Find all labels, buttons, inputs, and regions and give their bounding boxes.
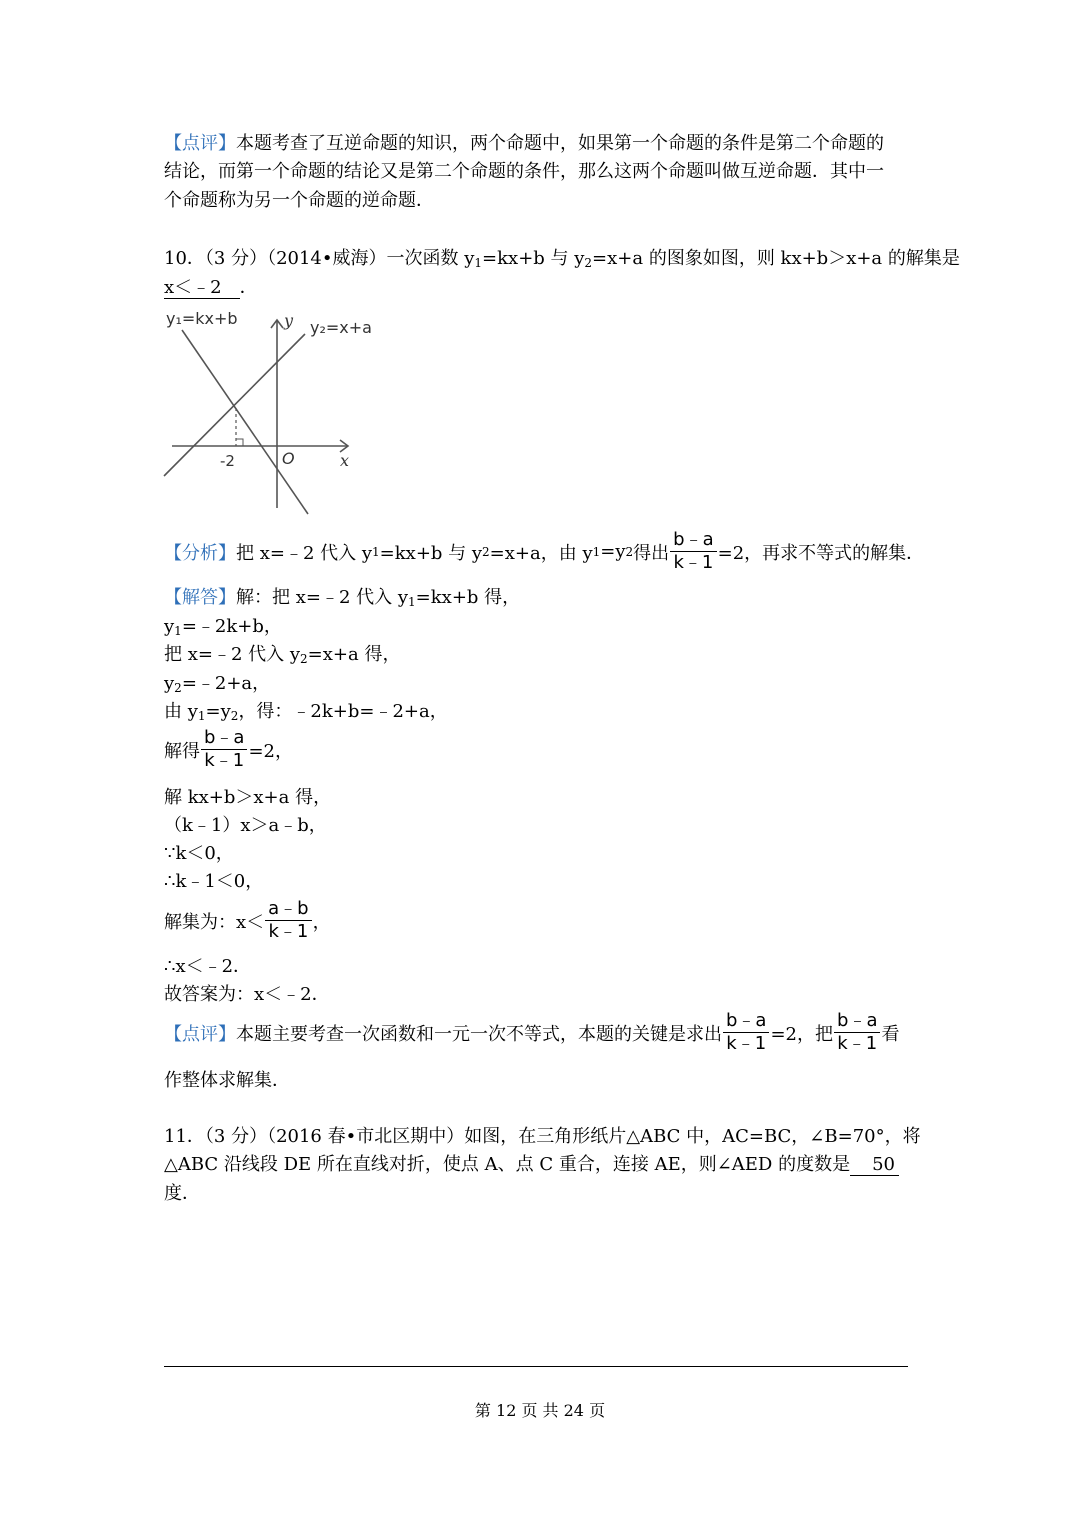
- q10-solution-line1: 【解答】解：把 x=﹣2 代入 $y_1=kx+b$ 得，: [164, 587, 521, 609]
- label-origin: O: [282, 449, 295, 468]
- q9-comment-line2: 结论，而第一个命题的结论又是第二个命题的条件，那么这两个命题叫做互逆命题．其中一: [164, 161, 884, 182]
- label-x-axis: x: [340, 451, 350, 470]
- fraction: $\frac{b﹣a}{k﹣1}$: [723, 1010, 769, 1055]
- fraction: $\frac{b﹣a}{k﹣1}$: [834, 1010, 880, 1055]
- q10-answer: x＜﹣2: [164, 278, 240, 299]
- fraction: $\frac{b﹣a}{k﹣1}$: [201, 727, 247, 772]
- comment-tag: 【点评】: [164, 1023, 236, 1045]
- q10-solution-line10: ∴k﹣1＜0，: [164, 871, 264, 892]
- footer-rule: [164, 1366, 908, 1367]
- q10-solution-line4: $y_2=﹣2+a$，: [164, 673, 271, 695]
- q10-solution-line5: 由 $y_1=y_2$，得：﹣2k+b=﹣2+a，: [164, 701, 448, 723]
- q10-solution-line13: 故答案为：x＜﹣2．: [164, 984, 330, 1005]
- fraction: $\frac{b﹣a}{k﹣1}$: [670, 529, 716, 574]
- q10-solution-line8: （k﹣1）x＞a﹣b，: [164, 815, 327, 836]
- q10-stem: 10．（3 分）（2014•威海）一次函数 $y_1=kx+b$ 与 $y_2=x+a$ 的图象如图，则 kx+b＞x+a 的解集是: [164, 248, 960, 270]
- q10-solution-line3: 把 x=﹣2 代入 $y_2=x+a$ 得，: [164, 644, 401, 666]
- q11-line2: △ABC 沿线段 DE 所在直线对折，使点 A、点 C 重合，连接 AE，则∠AED 的度数是 50: [164, 1153, 899, 1177]
- label-y1: y₁=kx+b: [166, 309, 238, 328]
- q10-analysis: 【分析】 把 x=﹣2 代入 y 1 =kx+b 与 y 2 =x+a，由 y 1 =y 2 得出 $\frac{b﹣a}{k﹣1}$ =2，再求不等式的解集．: [164, 529, 925, 573]
- q10-solution-line2: $y_1=﹣2k+b$，: [164, 616, 282, 638]
- q10-solution-line6: 解得 $\frac{b﹣a}{k﹣1}$ =2，: [164, 727, 294, 771]
- q10-solution-line12: ∴x＜﹣2．: [164, 956, 252, 977]
- line-y1: [182, 330, 308, 514]
- analysis-tag: 【分析】: [164, 542, 236, 564]
- q9-comment-line3: 个命题称为另一个命题的逆命题．: [164, 190, 434, 211]
- q10-comment: 【点评】 本题主要考查一次函数和一元一次不等式，本题的关键是求出 $\frac{b﹣a}{k﹣1}$ =2，把 $\frac{b﹣a}{k﹣1}$ 看: [164, 1010, 900, 1054]
- comment-tag: 【点评】: [164, 133, 236, 154]
- page-number: 第 12 页 共 24 页: [474, 1401, 606, 1420]
- label-minus-two: -2: [220, 452, 235, 470]
- q11-line3: 度．: [164, 1183, 200, 1204]
- solution-tag: 【解答】: [164, 587, 236, 608]
- right-angle-mark: [236, 439, 243, 446]
- q11-line1: 11．（3 分）（2016 春•市北区期中）如图，在三角形纸片△ABC 中，AC=BC，∠B=70°，将: [164, 1126, 921, 1147]
- q10-solution-line7: 解 kx+b＞x+a 得，: [164, 787, 332, 808]
- q11-answer: 50: [850, 1155, 899, 1176]
- label-y2: y₂=x+a: [310, 318, 372, 337]
- function-graph: [160, 308, 372, 520]
- q10-comment-line2: 作整体求解集．: [164, 1070, 290, 1091]
- label-y-axis: y: [284, 311, 294, 330]
- q10-solution-line9: ∵k＜0，: [164, 843, 234, 864]
- fraction: $\frac{a﹣b}{k﹣1}$: [265, 898, 311, 943]
- q10-solution-line11: 解集为：x＜ $\frac{a﹣b}{k﹣1}$ ，: [164, 898, 331, 942]
- q10-answer-line: x＜﹣2 ．: [164, 277, 258, 298]
- q9-comment-line1: 【点评】本题考查了互逆命题的知识，两个命题中，如果第一个命题的条件是第二个命题的: [164, 133, 884, 154]
